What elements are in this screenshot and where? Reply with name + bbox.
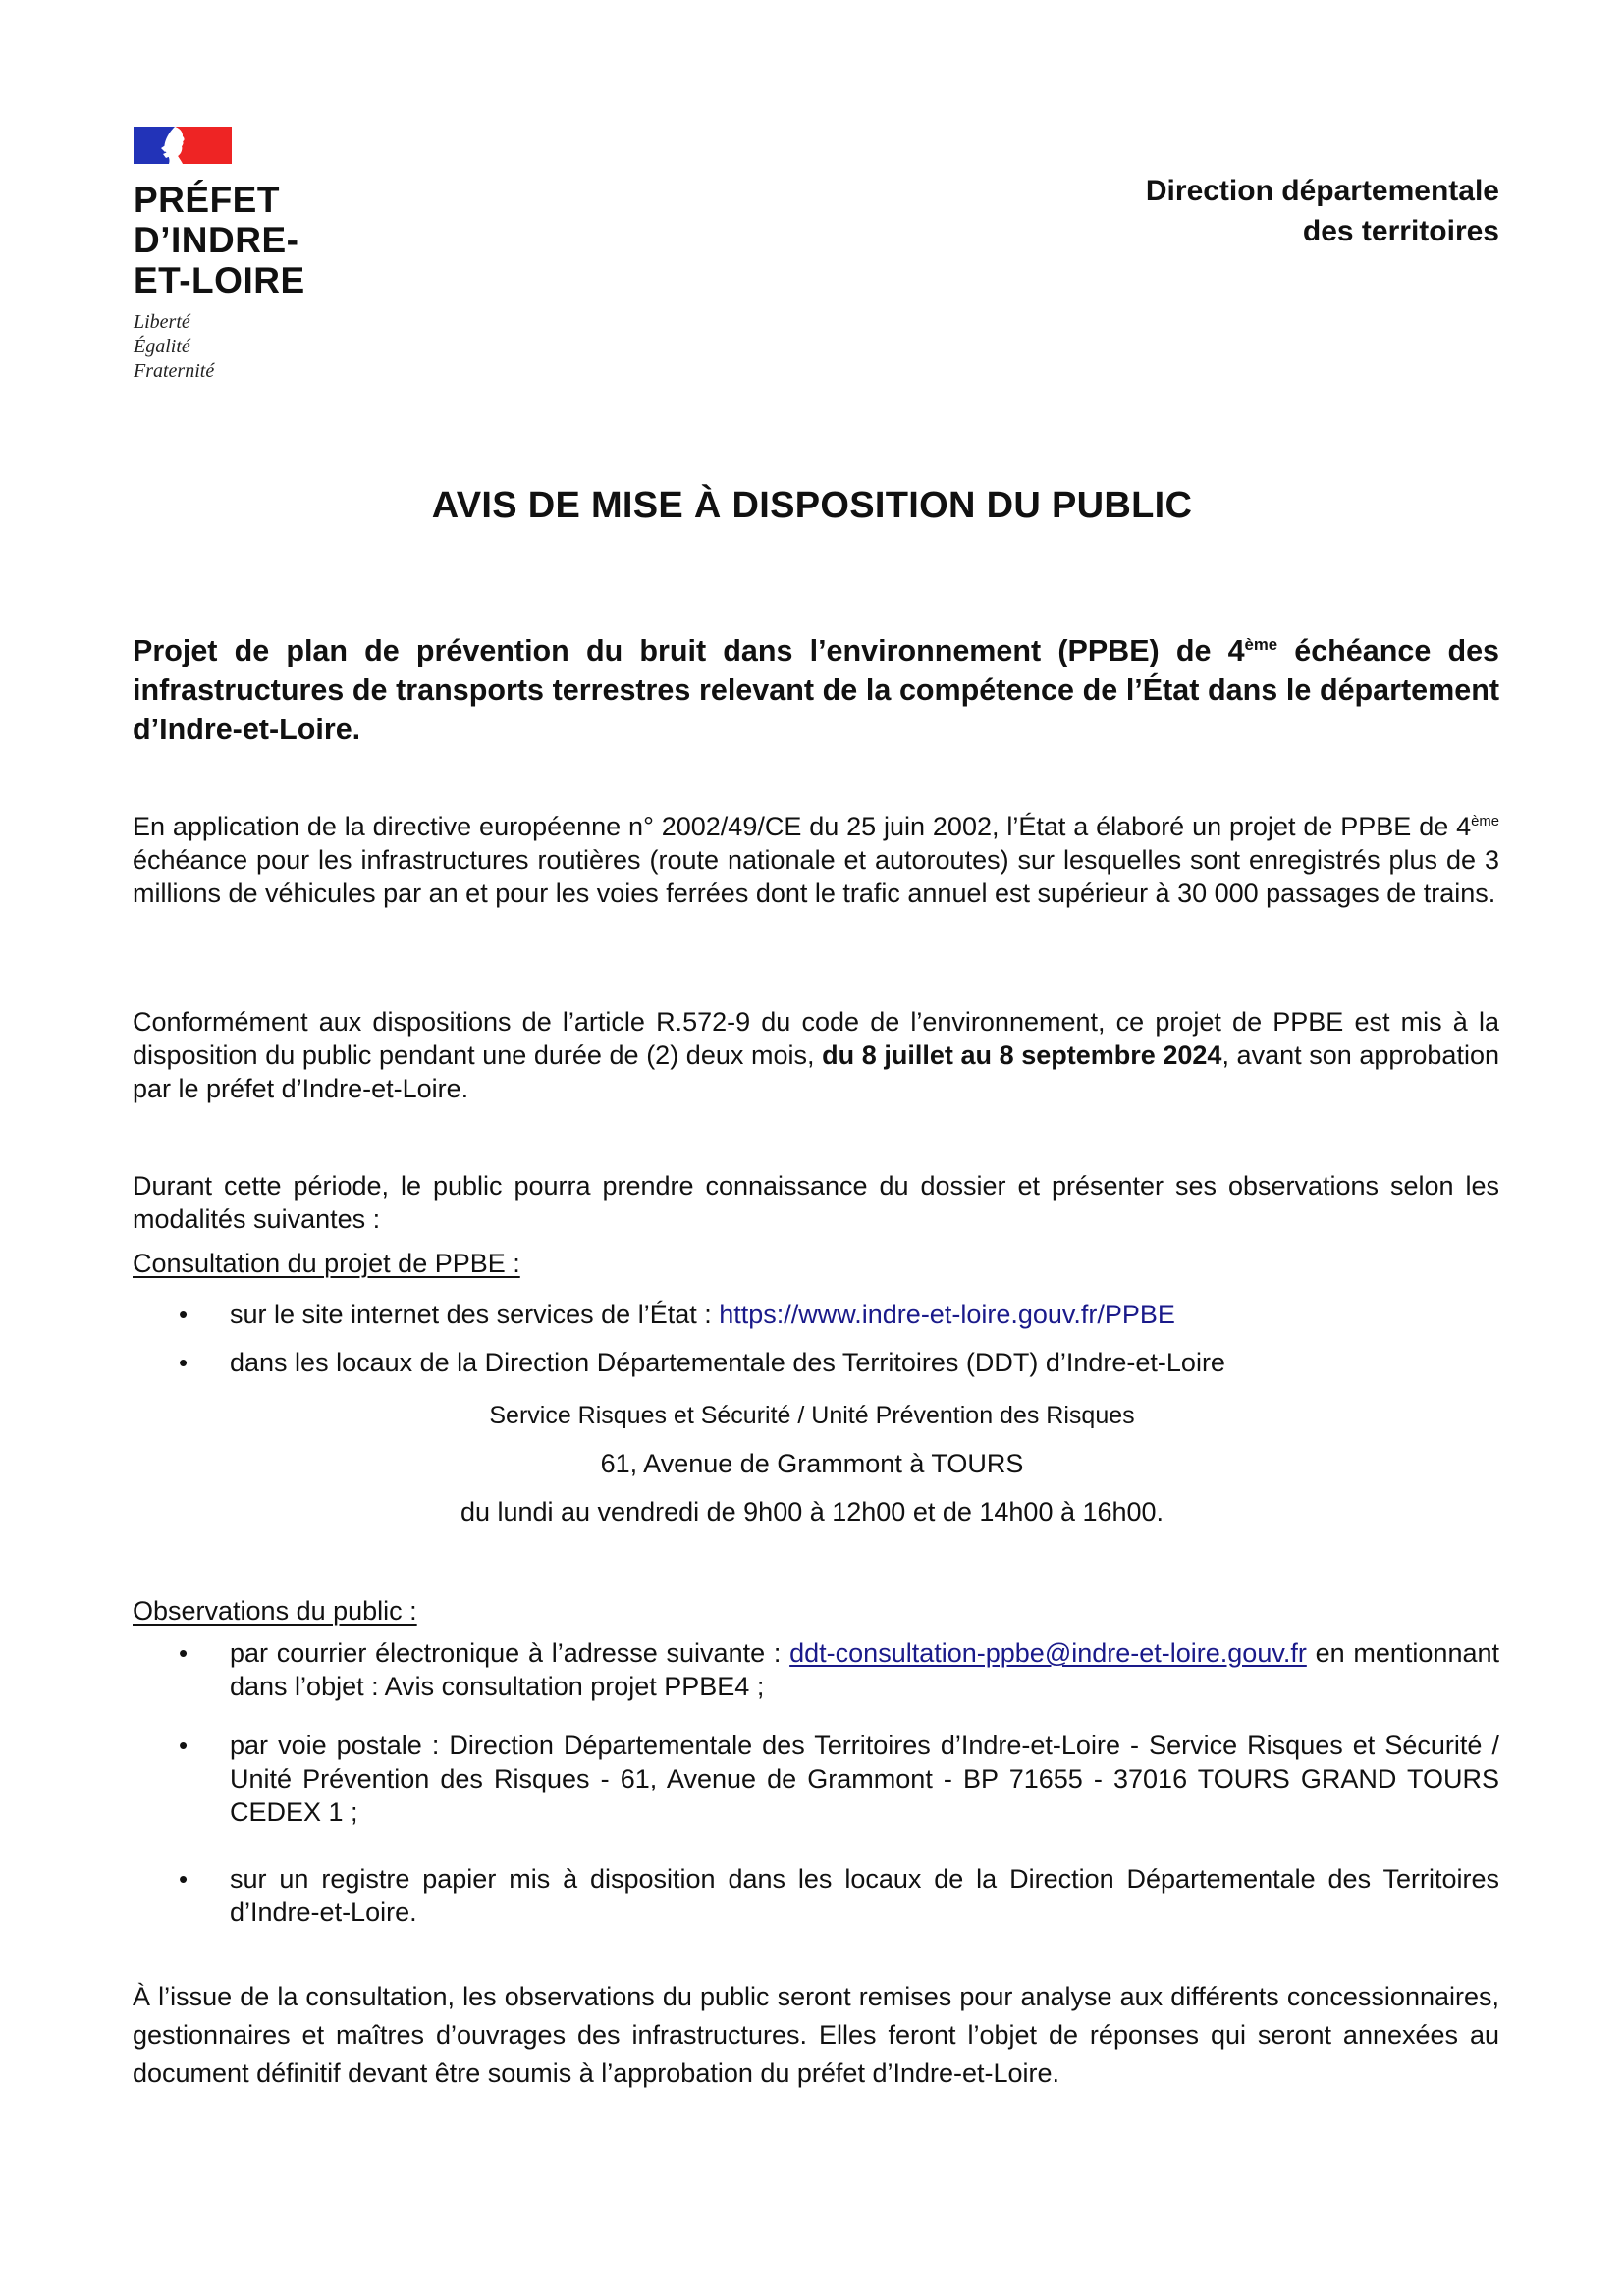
prefet-title (134, 180, 369, 300)
opening-hours: du lundi au vendredi de 9h00 à 12h00 et de 14h00 à 16h00. (460, 1497, 1164, 1526)
paragraph-directive (133, 810, 1499, 910)
list-item (133, 1346, 1499, 1379)
list-item-text: sur un registre papier mis à disposition dans les locaux de la Direction Départementale des Territoires d’Indre-et-Loire. (230, 1864, 1499, 1927)
list-item (133, 1862, 1499, 1929)
consultation-dates: du 8 juillet au 8 septembre 2024 (822, 1041, 1222, 1070)
ordinal-suffix: ème (1244, 634, 1278, 654)
list-item-text: dans les locaux de la Direction Départementale des Territoires (DDT) d’Indre-et-Loire (230, 1348, 1225, 1377)
list-item (133, 1298, 1499, 1331)
bullet-icon: • (179, 1300, 189, 1329)
paragraph-text: En application de la directive européenne n° 2002/49/CE du 25 juin 2002, l’État a élaboré un projet de PPBE de 4 (133, 812, 1472, 841)
motto-line: Liberté (134, 311, 190, 333)
republic-motto (134, 310, 369, 384)
list-item-text: en mentionnant dans l’objet : Avis consultation projet PPBE4 ; (230, 1638, 1499, 1701)
issuing-department (1146, 171, 1499, 251)
observations-heading: Observations du public : (133, 1596, 417, 1626)
motto-line: Fraternité (134, 360, 215, 382)
subtitle-text: échéance des infrastructures de transports terrestres relevant de la compétence de l’État dans le département d’Indre-et-Loire. (133, 634, 1499, 746)
project-subtitle (133, 631, 1499, 749)
paragraph-text: échéance pour les infrastructures routières (route nationale et autoroutes) sur lesquelles sont enregistrés plus de 3 millions de véhicules par an et pour les voies ferrées dont le trafic annuel est supérieur à 30 000 passages de trains. (133, 845, 1499, 908)
paragraph-after-consultation: À l’issue de la consultation, les observations du public seront remises pour analyse aux différents concessionnaires, gestionnaires et maîtres d’ouvrages des infrastructures. Elles feront l’objet de réponses qui seront annexées au document définitif devant être soumis à l’approbation du préfet d’Indre-et-Loire. (133, 1982, 1499, 2088)
paragraph-text: Conformément aux dispositions de l’article R.572-9 du code de l’environnement, ce projet de PPBE est mis à la disposition du public pendant une durée de (2) deux mois, (133, 1007, 1499, 1070)
consultation-heading: Consultation du projet de PPBE : (133, 1249, 520, 1278)
address-street: 61, Avenue de Grammont à TOURS (600, 1449, 1024, 1478)
consultation-email-link[interactable]: ddt-consultation-ppbe@indre-et-loire.gouv.fr (789, 1638, 1307, 1668)
list-item (133, 1636, 1499, 1703)
paragraph-modalities: Durant cette période, le public pourra prendre connaissance du dossier et présenter ses observations selon les modalités suivantes : (133, 1171, 1499, 1234)
list-item-text: par voie postale : Direction Départementale des Territoires d’Indre-et-Loire - Service Risques et Sécurité / Unité Prévention des Risques - 61, Avenue de Grammont - BP 71655 - 37016 TOURS GRAND TOURS CEDEX 1 ; (230, 1731, 1499, 1827)
prefet-line: ET-LOIRE (134, 260, 305, 300)
prefet-line: D’INDRE- (134, 220, 299, 260)
page-title: AVIS DE MISE À DISPOSITION DU PUBLIC (431, 485, 1193, 526)
list-item-text: sur le site internet des services de l’État : (230, 1300, 720, 1329)
prefecture-logo (134, 127, 369, 384)
bullet-icon: • (179, 1864, 189, 1894)
list-item (133, 1729, 1499, 1829)
department-line: Direction départementale (1145, 175, 1499, 207)
paragraph-text: , avant son approbation par le préfet d’Indre-et-Loire. (133, 1041, 1499, 1103)
subtitle-text: Projet de plan de prévention du bruit dans l’environnement (PPBE) de 4 (133, 634, 1245, 667)
marianne-flag-icon (134, 127, 232, 164)
prefet-line: PRÉFET (134, 180, 280, 220)
bullet-icon: • (179, 1638, 189, 1668)
ppbe-website-link[interactable]: https://www.indre-et-loire.gouv.fr/PPBE (719, 1300, 1175, 1329)
bullet-icon: • (179, 1348, 189, 1377)
department-line: des territoires (1302, 215, 1499, 247)
address-service: Service Risques et Sécurité / Unité Prévention des Risques (489, 1402, 1135, 1429)
paragraph-availability (133, 1005, 1499, 1105)
ordinal-suffix: ème (1471, 814, 1499, 829)
list-item-text: par courrier électronique à l’adresse suivante : (230, 1638, 790, 1668)
motto-line: Égalité (134, 336, 190, 357)
bullet-icon: • (179, 1731, 189, 1760)
